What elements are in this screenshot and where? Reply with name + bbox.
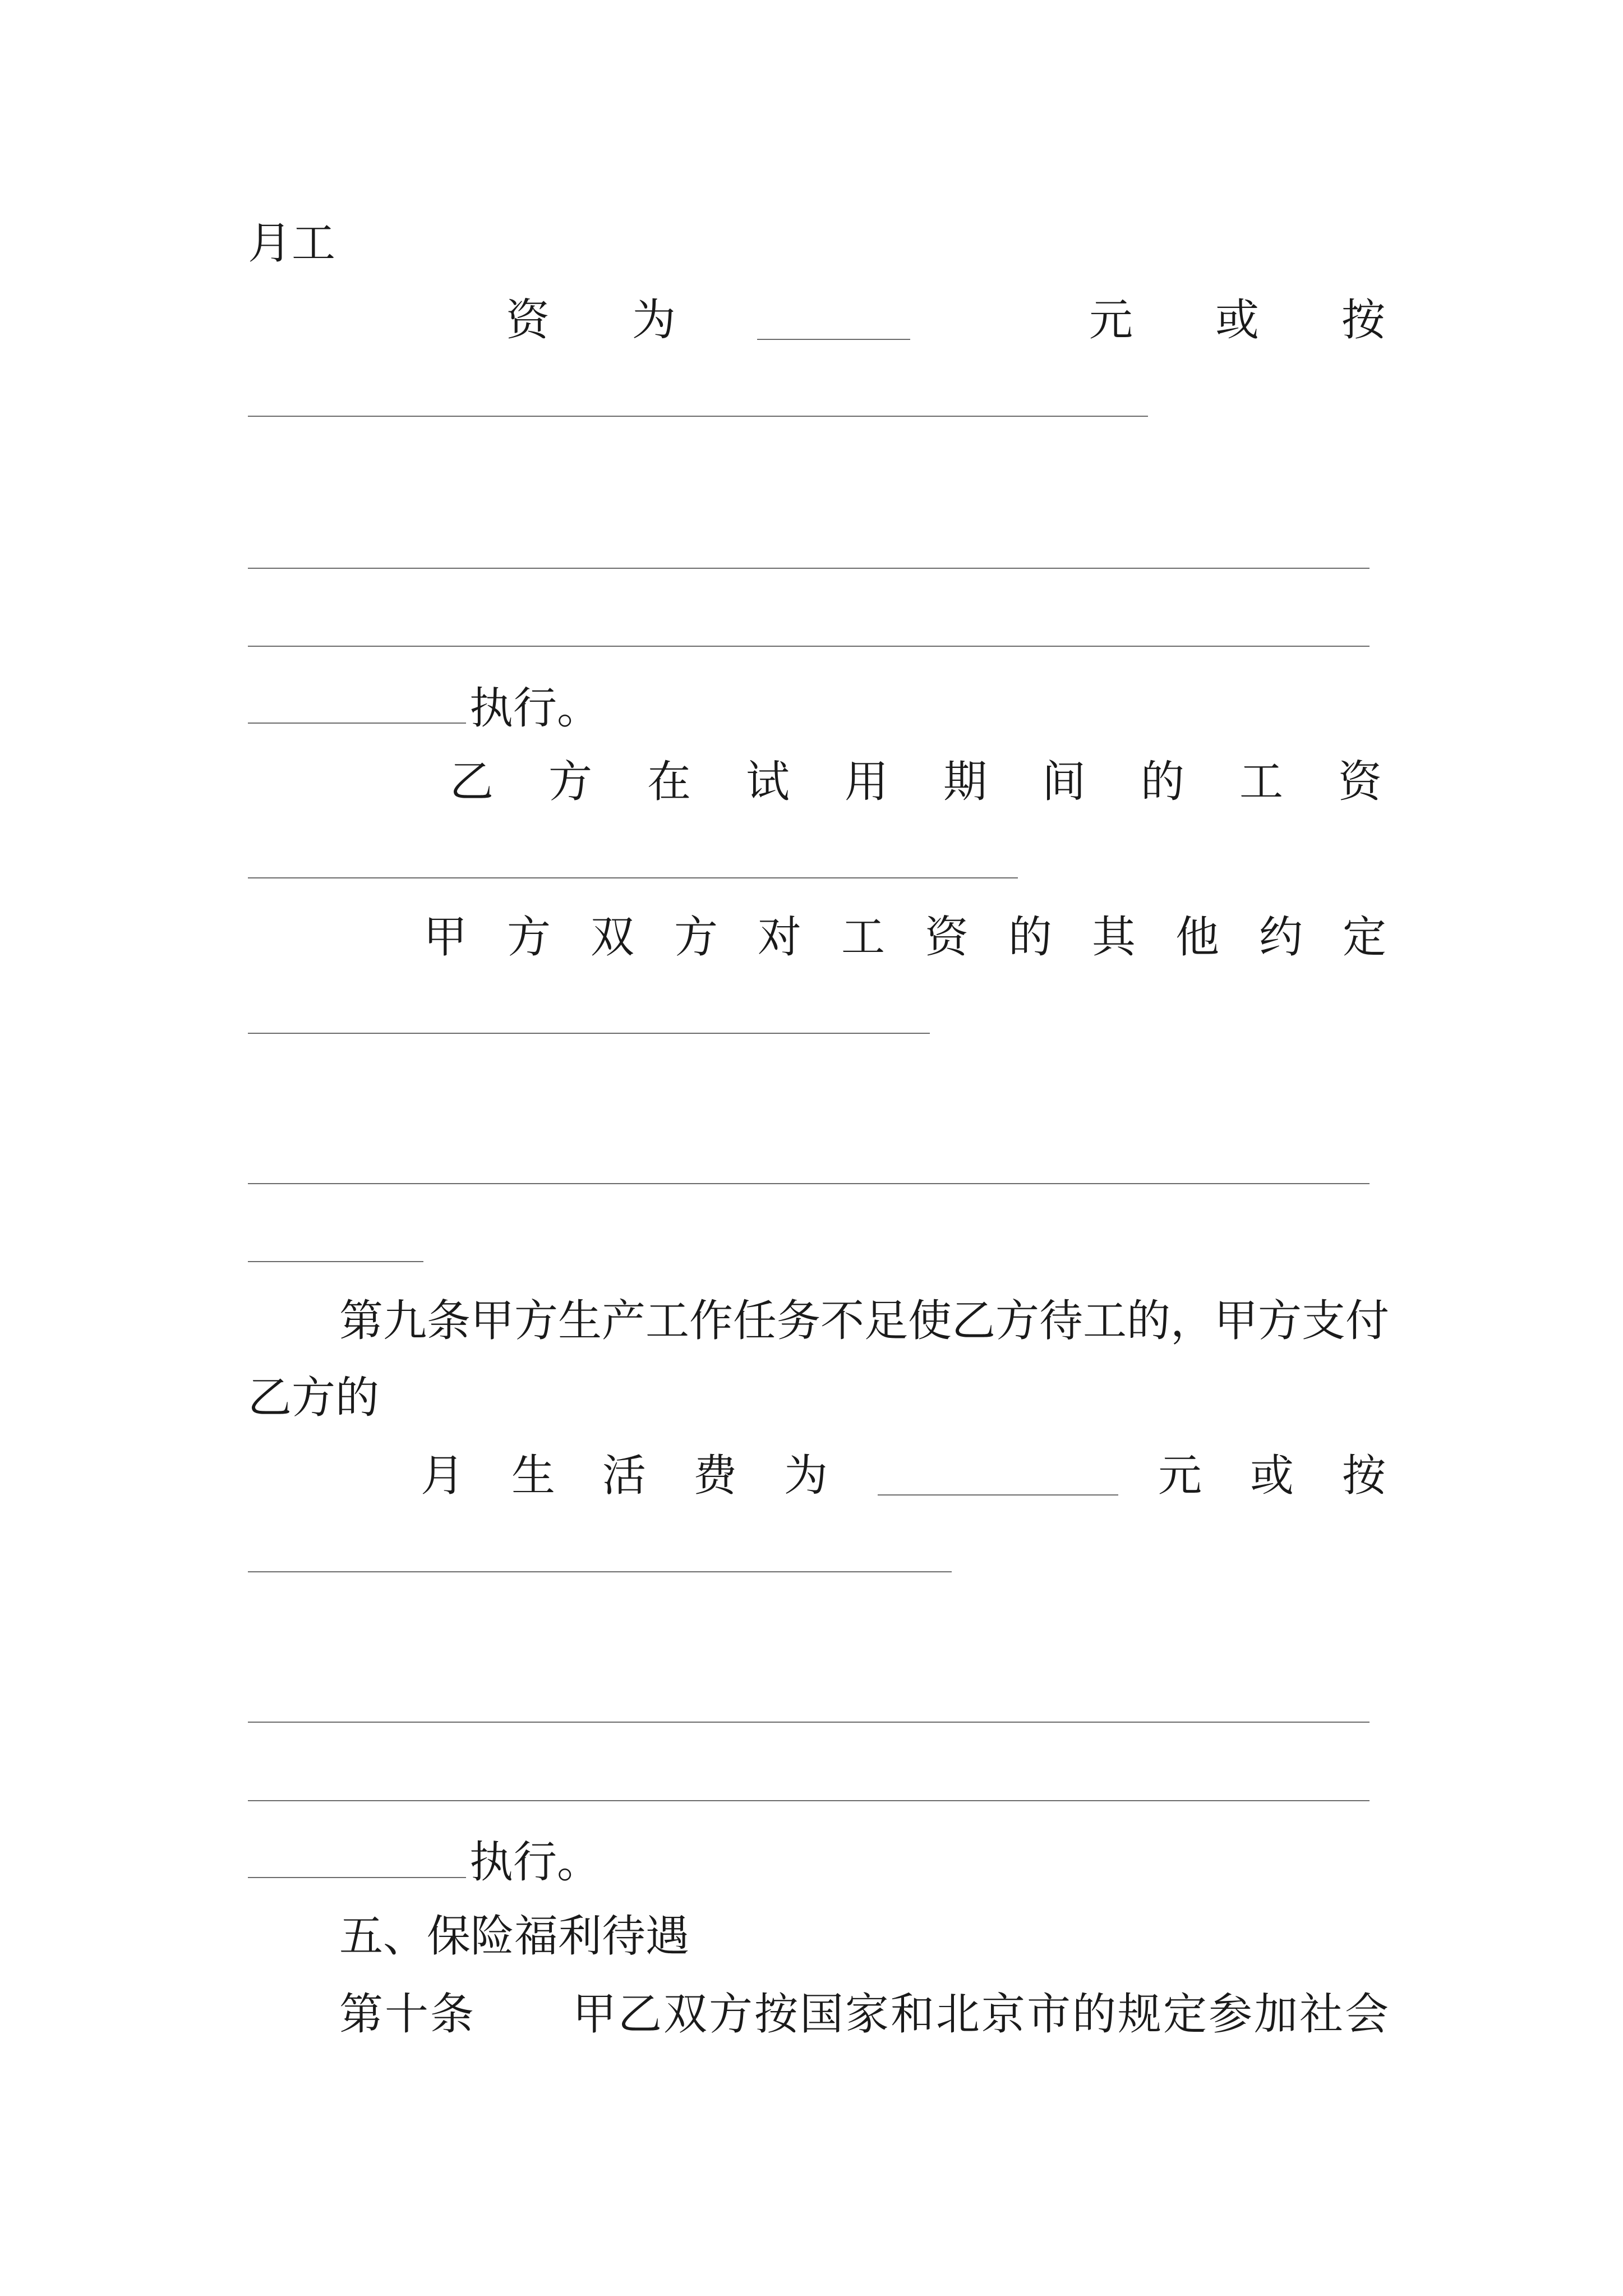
- blank-line: [248, 877, 1018, 878]
- article-10-text: 甲乙双方按国家和北京市的规定参加社会: [573, 1989, 1391, 2040]
- blank-line-monthly-wage-amount: [757, 339, 910, 340]
- blank-line: [248, 723, 466, 724]
- living-expense-prefix: 月生活费为: [421, 1451, 875, 1501]
- blank-line: [248, 1722, 1370, 1723]
- blank-line: [248, 1183, 1370, 1184]
- blank-line: [248, 1571, 952, 1572]
- blank-line: [248, 1033, 930, 1034]
- monthly-wage-suffix: 元或按: [1089, 295, 1468, 346]
- blank-line: [248, 646, 1370, 647]
- article-9-continuation: 乙方的: [248, 1373, 380, 1423]
- execute-text: 执行。: [469, 683, 601, 734]
- living-expense-suffix: 元或按: [1158, 1451, 1435, 1501]
- blank-line: [248, 1800, 1370, 1801]
- article-10-label: 第十条: [339, 1989, 476, 2040]
- monthly-wage-prefix: 资为: [506, 295, 759, 346]
- section-5-title: 五、保险福利待遇: [339, 1911, 690, 1962]
- wage-heading-fragment: 月工: [248, 218, 336, 269]
- blank-line: [248, 1877, 466, 1878]
- blank-line: [248, 1261, 423, 1262]
- blank-line-living-expense-amount: [878, 1494, 1118, 1496]
- execute-text: 执行。: [469, 1837, 601, 1888]
- other-agreement-line: 甲方双方对工资的其他约定: [423, 912, 1427, 963]
- probation-wage-line: 乙方在试用期间的工资: [450, 757, 1437, 807]
- blank-line: [248, 568, 1370, 569]
- article-9-text: 第九条甲方生产工作任务不足使乙方待工的，甲方支付: [339, 1296, 1390, 1346]
- blank-line: [248, 416, 1148, 417]
